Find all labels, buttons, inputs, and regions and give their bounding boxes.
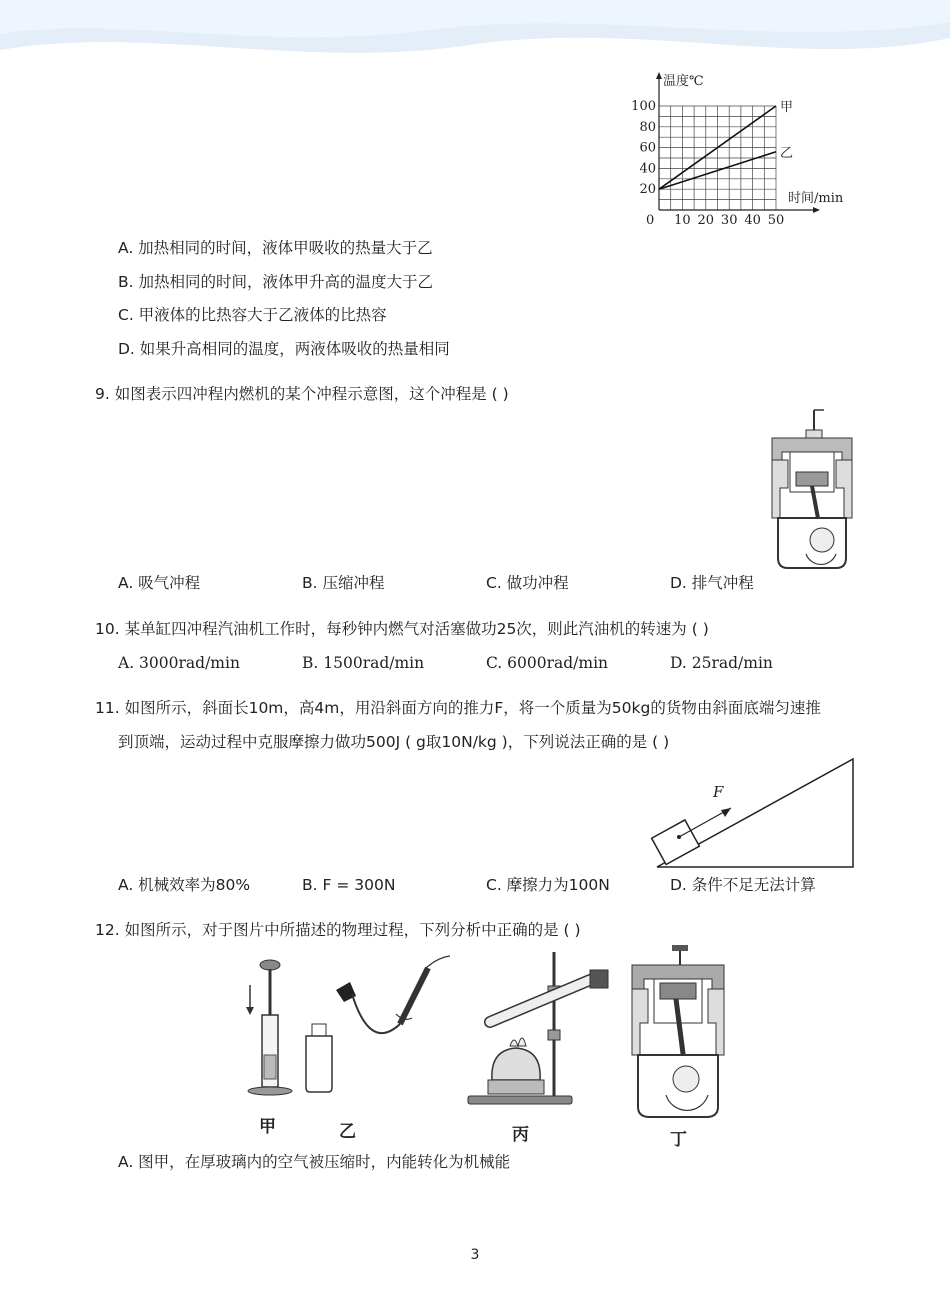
q11-question-line1: 11. 如图所示，斜面长10m，高4m，用沿斜面方向的推力F，将一个质量为50kg的货物由斜面底端匀速推: [95, 699, 821, 717]
q8-option-b[interactable]: B. 加热相同的时间，液体甲升高的温度大于乙: [118, 273, 433, 291]
q11-option-b[interactable]: B. F = 300N: [302, 876, 396, 894]
y-axis-label: 温度℃: [663, 74, 704, 89]
y-tick-label: 40: [639, 161, 656, 177]
fig-bing-heating-test-tube: [462, 950, 612, 1110]
y-axis-arrow: [656, 72, 662, 79]
q12-question: 12. 如图所示，对于图片中所描述的物理过程，下列分析中正确的是 ( ): [95, 921, 581, 939]
q9-option-b[interactable]: B. 压缩冲程: [302, 574, 385, 592]
temperature-time-chart: [625, 68, 855, 233]
label-yi: 乙: [339, 1122, 356, 1142]
q10-option-a[interactable]: A. 3000rad/min: [118, 654, 240, 672]
q11-option-d[interactable]: D. 条件不足无法计算: [670, 876, 816, 894]
label-bing: 丙: [512, 1125, 529, 1145]
header-wave-decoration: [0, 0, 950, 70]
incline-plane-diagram: [645, 755, 857, 873]
y-tick-label: 60: [639, 140, 656, 156]
fig-yi-bottle-pump: [300, 952, 460, 1097]
q9-question: 9. 如图表示四冲程内燃机的某个冲程示意图，这个冲程是 ( ): [95, 385, 509, 403]
x-tick-label: 10: [674, 213, 691, 228]
q10-option-c[interactable]: C. 6000rad/min: [486, 654, 609, 672]
engine-stroke-diagram: [766, 408, 858, 570]
page-number: 3: [470, 1247, 480, 1263]
q8-option-d[interactable]: D. 如果升高相同的温度，两液体吸收的热量相同: [118, 340, 450, 358]
x-tick-label: 30: [720, 213, 738, 228]
y-tick-label: 20: [639, 182, 656, 198]
q9-option-a[interactable]: A. 吸气冲程: [118, 574, 201, 592]
q8-option-c[interactable]: C. 甲液体的比热容大于乙液体的比热容: [118, 306, 387, 324]
q11-question-line2: 到顶端，运动过程中克服摩擦力做功500J ( g取10N/kg )，下列说法正确的是 ( ): [118, 733, 670, 751]
origin-label: 0: [646, 213, 655, 228]
q10-option-d[interactable]: D. 25rad/min: [670, 654, 773, 672]
q9-option-c[interactable]: C. 做功冲程: [486, 574, 569, 592]
series-label-2: 乙: [780, 145, 794, 161]
fig-jia-compression-cylinder: [242, 955, 296, 1100]
chart-ticks: [631, 99, 784, 228]
q11-option-c[interactable]: C. 摩擦力为100N: [486, 876, 610, 894]
series-label-1: 甲: [780, 100, 794, 115]
q9-option-d[interactable]: D. 排气冲程: [670, 574, 754, 592]
x-tick-label: 20: [697, 213, 715, 228]
q11-option-a[interactable]: A. 机械效率为80%: [118, 876, 251, 894]
q10-option-b[interactable]: B. 1500rad/min: [302, 654, 425, 672]
y-tick-label: 80: [639, 119, 656, 135]
label-jia: 甲: [259, 1117, 276, 1137]
q8-option-a[interactable]: A. 加热相同的时间，液体甲吸收的热量大于乙: [118, 239, 433, 257]
q10-question: 10. 某单缸四冲程汽油机工作时，每秒钟内燃气对活塞做功25次，则此汽油机的转速为 ( ): [95, 620, 709, 638]
label-ding: 丁: [670, 1130, 687, 1150]
q12-option-a[interactable]: A. 图甲，在厚玻璃内的空气被压缩时，内能转化为机械能: [118, 1153, 511, 1171]
chart-axes: [656, 72, 844, 213]
x-tick-label: 50: [767, 213, 785, 228]
y-tick-label: 100: [631, 99, 656, 114]
x-tick-label: 40: [744, 213, 761, 228]
chart-series: [659, 100, 793, 189]
x-axis-arrow: [813, 207, 820, 213]
x-axis-label: 时间/min: [788, 191, 844, 206]
fig-ding-engine-stroke: [628, 945, 728, 1125]
force-label: F: [713, 783, 724, 801]
